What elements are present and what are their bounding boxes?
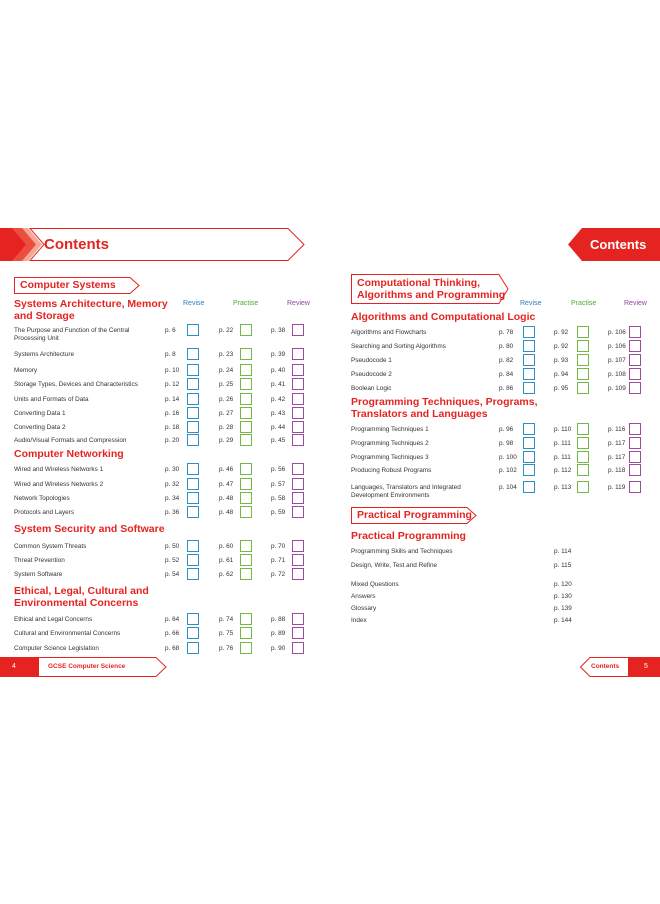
review-page-ref: p. 71 [271,557,286,564]
topic-label: Index [351,617,367,624]
practise-page-ref: p. 76 [219,645,234,652]
revise-page-ref: p. 102 [499,467,517,474]
table-row [14,569,324,583]
revise-page-ref: p. 52 [165,557,180,564]
table-row [351,452,651,466]
review-page-ref: p. 56 [271,466,286,473]
practise-page-ref: p. 74 [219,616,234,623]
practise-checkbox[interactable] [240,540,252,552]
topic-label: Cultural and Environmental Concerns [14,630,121,637]
table-row [351,482,651,499]
page-ref: p. 139 [554,605,572,612]
review-page-ref: p. 41 [271,381,286,388]
page-ref: p. 115 [554,562,572,569]
subsection-title: System Security and Software [14,523,165,535]
practise-checkbox[interactable] [577,423,589,435]
table-row [14,507,324,521]
practise-checkbox[interactable] [577,354,589,366]
practise-page-ref: p. 112 [554,467,572,474]
topic-label: Storage Types, Devices and Characteristics [14,381,138,388]
topic-label: Memory [14,367,38,374]
column-review: Review [287,300,310,307]
revise-checkbox[interactable] [187,407,199,419]
practise-checkbox[interactable] [577,437,589,449]
topic-label: Glossary [351,605,377,612]
revise-page-ref: p. 86 [499,385,514,392]
review-checkbox[interactable] [629,423,641,435]
review-page-ref: p. 88 [271,616,286,623]
table-row [14,479,324,493]
revise-checkbox[interactable] [187,613,199,625]
topic-label: Languages, Translators and Integrated Development Environments [351,484,461,499]
topic-label: Ethical and Legal Concerns [14,616,93,623]
review-checkbox[interactable] [292,506,304,518]
review-checkbox[interactable] [292,478,304,490]
review-checkbox[interactable] [292,540,304,552]
revise-page-ref: p. 10 [165,367,180,374]
practise-page-ref: p. 46 [219,466,234,473]
column-practise: Practise [233,300,259,307]
revise-checkbox[interactable] [523,326,535,338]
review-page-ref: p. 90 [271,645,286,652]
topic-label: Common System Threats [14,543,87,550]
table-row [14,628,324,642]
revise-page-ref: p. 12 [165,381,180,388]
topic-label: Producing Robust Programs [351,467,432,474]
review-checkbox[interactable] [292,463,304,475]
practise-page-ref: p. 27 [219,410,234,417]
review-page-ref: p. 39 [271,351,286,358]
practise-checkbox[interactable] [577,382,589,394]
topic-label: Systems Architecture [14,351,75,358]
revise-checkbox[interactable] [523,382,535,394]
revise-page-ref: p. 14 [165,396,180,403]
topic-label: Programming Skills and Techniques [351,548,453,555]
tag-label: Practical Programming [357,509,472,521]
section-tag-practical-programming [351,507,477,524]
practise-checkbox[interactable] [240,407,252,419]
revise-page-ref: p. 66 [165,630,180,637]
practise-page-ref: p. 47 [219,481,234,488]
revise-page-ref: p. 64 [165,616,180,623]
review-page-ref: p. 38 [271,327,286,334]
review-checkbox[interactable] [292,627,304,639]
footer-page-tab-right [628,657,660,677]
table-row [14,614,324,628]
section-tag-computational-thinking [351,274,509,304]
practise-page-ref: p. 92 [554,343,569,350]
practise-checkbox[interactable] [240,421,252,433]
review-checkbox[interactable] [629,340,641,352]
subsection-title: Ethical, Legal, Cultural and Environmental Concerns [14,585,149,609]
review-checkbox[interactable] [292,554,304,566]
practise-checkbox[interactable] [240,478,252,490]
practise-page-ref: p. 29 [219,437,234,444]
table-row [14,541,324,555]
table-row [14,365,324,379]
table-row [14,555,324,569]
footer-page-tab-left [0,657,40,677]
table-row [14,349,324,363]
page-ref: p. 120 [554,581,572,588]
revise-checkbox[interactable] [523,481,535,493]
practise-page-ref: p. 23 [219,351,234,358]
practise-checkbox[interactable] [577,464,589,476]
column-practise-right: Practise [571,300,597,307]
revise-page-ref: p. 36 [165,509,180,516]
table-row [351,465,651,479]
table-row [351,327,651,341]
revise-checkbox[interactable] [523,368,535,380]
review-checkbox[interactable] [292,378,304,390]
topic-label: Network Topologies [14,495,70,502]
practise-checkbox[interactable] [577,481,589,493]
subsection-title: Computer Networking [14,448,124,460]
revise-page-ref: p. 32 [165,481,180,488]
table-row [351,546,651,560]
footer-book-title: GCSE Computer Science [48,663,126,670]
page-title-right: Contents [590,237,647,252]
practise-checkbox[interactable] [240,348,252,360]
review-checkbox[interactable] [629,481,641,493]
table-row [351,383,651,397]
review-page-ref: p. 43 [271,410,286,417]
revise-checkbox[interactable] [187,421,199,433]
practise-checkbox[interactable] [240,627,252,639]
revise-checkbox[interactable] [187,627,199,639]
topic-label: Audio/Visual Formats and Compression [14,437,127,444]
review-page-ref: p. 57 [271,481,286,488]
practise-checkbox[interactable] [240,554,252,566]
revise-checkbox[interactable] [523,464,535,476]
topic-label: Programming Techniques 2 [351,440,429,447]
table-row [14,394,324,408]
topic-label: Units and Formats of Data [14,396,89,403]
revise-page-ref: p. 16 [165,410,180,417]
review-page-ref: p. 108 [608,371,626,378]
practise-checkbox[interactable] [240,642,252,654]
column-revise-right: Revise [520,300,542,307]
review-checkbox[interactable] [629,451,641,463]
practise-page-ref: p. 111 [554,454,571,461]
subsection-title: Systems Architecture, Memory and Storage [14,298,168,322]
review-checkbox[interactable] [292,393,304,405]
review-checkbox[interactable] [292,434,304,446]
review-page-ref: p. 58 [271,495,286,502]
review-checkbox[interactable] [629,464,641,476]
practise-checkbox[interactable] [577,368,589,380]
revise-checkbox[interactable] [187,568,199,580]
topic-label: Answers [351,593,376,600]
revise-page-ref: p. 54 [165,571,180,578]
review-page-ref: p. 106 [608,329,626,336]
topic-label: Boolean Logic [351,385,392,392]
revise-checkbox[interactable] [187,348,199,360]
practise-page-ref: p. 111 [554,440,571,447]
topic-label: Wired and Wireless Networks 1 [14,466,104,473]
page-title-left: Contents [44,236,109,253]
practise-page-ref: p. 75 [219,630,234,637]
practise-page-ref: p. 92 [554,329,569,336]
column-review-right: Review [624,300,647,307]
practise-page-ref: p. 95 [554,385,569,392]
review-page-ref: p. 44 [271,424,286,431]
table-row [351,369,651,383]
review-checkbox[interactable] [629,326,641,338]
review-page-ref: p. 119 [608,484,626,491]
table-row [14,464,324,478]
tag-label: Computer Systems [20,279,116,291]
practise-checkbox[interactable] [240,463,252,475]
practise-page-ref: p. 24 [219,367,234,374]
revise-checkbox[interactable] [187,642,199,654]
revise-page-ref: p. 100 [499,454,517,461]
topic-label: Protocols and Layers [14,509,75,516]
revise-checkbox[interactable] [523,354,535,366]
page-ref: p. 114 [554,548,572,555]
topic-label: Design, Write, Test and Refine [351,562,438,569]
revise-checkbox[interactable] [523,423,535,435]
table-row [14,379,324,393]
revise-page-ref: p. 34 [165,495,180,502]
revise-page-ref: p. 104 [499,484,517,491]
review-page-ref: p. 45 [271,437,286,444]
revise-checkbox[interactable] [187,540,199,552]
table-row [14,435,324,449]
review-page-ref: p. 42 [271,396,286,403]
practise-checkbox[interactable] [240,324,252,336]
practise-page-ref: p. 28 [219,424,234,431]
review-page-ref: p. 116 [608,426,626,433]
topic-label: Threat Prevention [14,557,65,564]
topic-label: Searching and Sorting Algorithms [351,343,446,350]
table-row [14,493,324,507]
revise-checkbox[interactable] [187,463,199,475]
revise-page-ref: p. 8 [165,351,176,358]
topic-label: Programming Techniques 3 [351,454,429,461]
topic-label: The Purpose and Function of the Central Processing Unit [14,327,130,342]
page-number-right: 5 [644,663,648,670]
review-page-ref: p. 109 [608,385,626,392]
practise-page-ref: p. 93 [554,357,569,364]
review-page-ref: p. 72 [271,571,286,578]
review-checkbox[interactable] [292,421,304,433]
topic-label: Programming Techniques 1 [351,426,429,433]
revise-checkbox[interactable] [523,451,535,463]
footer-contents-label: Contents [591,663,620,670]
review-checkbox[interactable] [292,348,304,360]
contents-banner-right [568,228,660,261]
revise-checkbox[interactable] [187,378,199,390]
review-checkbox[interactable] [292,324,304,336]
revise-page-ref: p. 80 [499,343,514,350]
subsection-title: Algorithms and Computational Logic [351,311,536,323]
practise-checkbox[interactable] [240,434,252,446]
practise-page-ref: p. 25 [219,381,234,388]
table-row [14,643,324,657]
page-ref: p. 144 [554,617,572,624]
practise-checkbox[interactable] [577,451,589,463]
review-page-ref: p. 107 [608,357,626,364]
revise-page-ref: p. 50 [165,543,180,550]
page-number-left: 4 [12,663,16,670]
revise-page-ref: p. 82 [499,357,514,364]
review-page-ref: p. 40 [271,367,286,374]
practise-page-ref: p. 94 [554,371,569,378]
revise-page-ref: p. 20 [165,437,180,444]
revise-page-ref: p. 68 [165,645,180,652]
topic-label: Wired and Wireless Networks 2 [14,481,104,488]
revise-page-ref: p. 78 [499,329,514,336]
page-ref: p. 130 [554,593,572,600]
revise-checkbox[interactable] [187,393,199,405]
topic-label: Mixed Questions [351,581,399,588]
review-page-ref: p. 89 [271,630,286,637]
practise-checkbox[interactable] [577,326,589,338]
review-checkbox[interactable] [292,364,304,376]
review-checkbox[interactable] [629,437,641,449]
review-checkbox[interactable] [292,568,304,580]
topic-label: Pseudocode 2 [351,371,392,378]
review-checkbox[interactable] [629,368,641,380]
revise-checkbox[interactable] [187,434,199,446]
table-row [14,325,324,342]
practise-page-ref: p. 60 [219,543,234,550]
revise-page-ref: p. 84 [499,371,514,378]
table-row [14,408,324,422]
review-page-ref: p. 106 [608,343,626,350]
table-row [351,615,651,629]
column-revise: Revise [183,300,205,307]
practise-page-ref: p. 110 [554,426,572,433]
contents-banner-left [0,228,305,261]
revise-page-ref: p. 6 [165,327,176,334]
revise-checkbox[interactable] [523,340,535,352]
practise-page-ref: p. 22 [219,327,234,334]
review-checkbox[interactable] [292,642,304,654]
practise-page-ref: p. 26 [219,396,234,403]
revise-checkbox[interactable] [187,324,199,336]
revise-page-ref: p. 18 [165,424,180,431]
table-row [351,355,651,369]
practise-checkbox[interactable] [240,364,252,376]
review-checkbox[interactable] [292,613,304,625]
topic-label: Converting Data 1 [14,410,66,417]
topic-label: Algorithms and Flowcharts [351,329,427,336]
revise-page-ref: p. 96 [499,426,514,433]
practise-page-ref: p. 48 [219,495,234,502]
section-tag-computer-systems [14,277,140,294]
revise-checkbox[interactable] [187,506,199,518]
subsection-title: Programming Techniques, Programs, Translators and Languages [351,396,538,420]
practise-page-ref: p. 61 [219,557,234,564]
revise-checkbox[interactable] [187,492,199,504]
subsection-title: Practical Programming [351,530,466,542]
review-page-ref: p. 117 [608,440,626,447]
review-page-ref: p. 70 [271,543,286,550]
review-checkbox[interactable] [292,407,304,419]
practise-page-ref: p. 48 [219,509,234,516]
review-checkbox[interactable] [292,492,304,504]
revise-checkbox[interactable] [523,437,535,449]
practise-checkbox[interactable] [240,378,252,390]
practise-page-ref: p. 113 [554,484,572,491]
table-row [351,560,651,574]
review-checkbox[interactable] [629,382,641,394]
revise-page-ref: p. 30 [165,466,180,473]
revise-checkbox[interactable] [187,554,199,566]
table-row [351,424,651,438]
practise-page-ref: p. 62 [219,571,234,578]
review-checkbox[interactable] [629,354,641,366]
practise-checkbox[interactable] [240,393,252,405]
topic-label: Computer Science Legislation [14,645,99,652]
topic-label: Pseudocode 1 [351,357,392,364]
table-row [351,438,651,452]
review-page-ref: p. 59 [271,509,286,516]
revise-checkbox[interactable] [187,364,199,376]
topic-label: Converting Data 2 [14,424,66,431]
review-page-ref: p. 118 [608,467,626,474]
table-row [14,422,324,436]
practise-checkbox[interactable] [240,492,252,504]
practise-checkbox[interactable] [240,613,252,625]
revise-checkbox[interactable] [187,478,199,490]
revise-page-ref: p. 98 [499,440,514,447]
table-row [351,341,651,355]
topic-label: System Software [14,571,63,578]
practise-checkbox[interactable] [577,340,589,352]
practise-checkbox[interactable] [240,506,252,518]
practise-checkbox[interactable] [240,568,252,580]
review-page-ref: p. 117 [608,454,626,461]
tag-label: Computational Thinking, Algorithms and Programming [357,277,506,301]
